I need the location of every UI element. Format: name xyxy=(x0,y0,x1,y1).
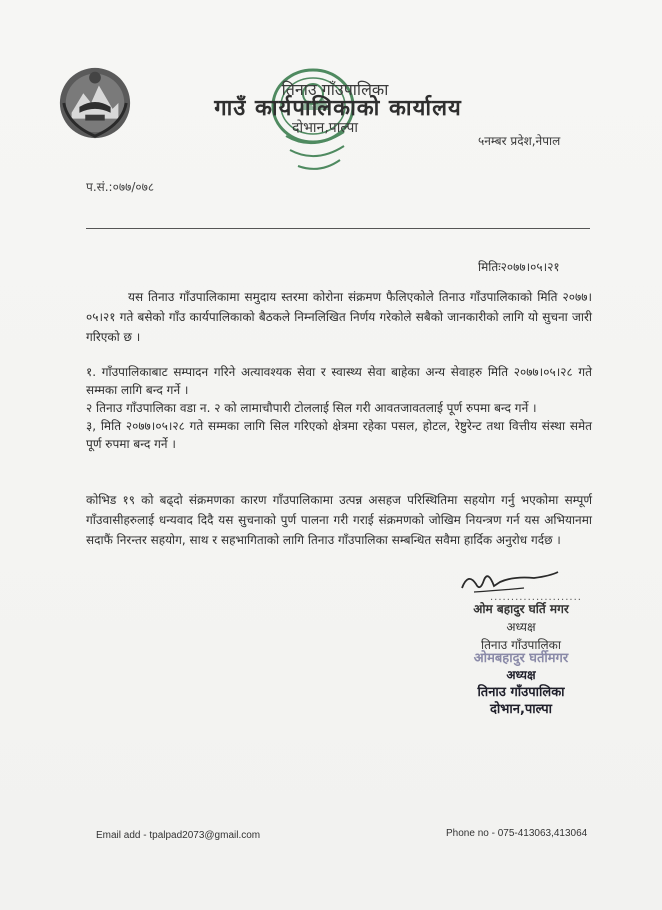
municipality-name: तिनाउ गाँउपालिका xyxy=(281,80,389,99)
decision-item: १. गाँउपालिकाबाट सम्पादन गरिने अत्यावश्यक सेवा र स्वास्थ्य सेवा बाहेका अन्य सेवाहरु मिति २०७७।०५।२८ गते सम्मका लागि बन्द गर्ने । xyxy=(86,365,592,397)
signature-line: ...................... xyxy=(490,592,582,603)
stamp-office: तिनाउ गाँउपालिका xyxy=(477,685,565,700)
nepal-emblem-icon xyxy=(56,64,134,142)
signatory-office: तिनाउ गाँउपालिका xyxy=(480,638,562,652)
office-title: गाउँ कार्यपालिकाको कार्यालय xyxy=(214,96,462,121)
decision-list xyxy=(86,363,592,453)
closing-paragraph: कोभिड १९ को बढ्दो संक्रमणका कारण गाँउपालिकामा उत्पन्न असहज परिस्थितिमा सहयोग गर्नु भएकोमा सम्पूर्ण गाँउवासीहरुलाई धन्यवाद दिदै यस सुचनाको पुर्ण पालना गरी गराई संक्रमणको जोखिम नियन्त्रण गर्न यस अभियानमा सदाफैं निरन्तर सहयोग, साथ र सहभागिताको लागि तिनाउ गाँउपालिका सम्बन्धित सवैमा हार्दिक अनुरोध गर्दछ । xyxy=(86,493,592,547)
footer-email: Email add - tpalpad2073@gmail.com xyxy=(96,830,261,841)
stamp-name: ओमबहादुर घर्तीमगर xyxy=(473,651,569,666)
office-address: दोभान,पाल्पा xyxy=(292,120,358,136)
header-divider xyxy=(86,228,590,229)
signatory-title: अध्यक्ष xyxy=(506,620,536,634)
decision-item: २ तिनाउ गाँउपालिका वडा न. २ को लामाचौपारी टोललाई सिल गरी आवतजावतलाई पूर्ण रुपमा बन्द गर्ने । xyxy=(86,401,537,415)
footer-phone: Phone no - 075-413063,413064 xyxy=(446,828,588,839)
reference-number: प.सं.:०७७/०७८ xyxy=(86,180,155,194)
intro-paragraph: यस तिनाउ गाँउपालिकामा समुदाय स्तरमा कोरोना संक्रमण फैलिएकोले तिनाउ गाँउपालिकाको मिति २०७७।०५।२१ गते बसेको गाँउ कार्यपालिकाको बैठकले निम्नलिखित निर्णय गरेकोले सबैको जानकारीको लागि यो सुचना जारी गरिएको छ । xyxy=(86,290,592,344)
province-label: ५नम्बर प्रदेश,नेपाल xyxy=(478,134,561,148)
decision-item: ३, मिति २०७७।०५।२८ गते सम्मका लागि सिल गरिएको क्षेत्रमा रहेका पसल, होटल, रेष्टुरेन्ट तथा वित्तीय संस्था समेत पूर्ण रुपमा बन्द गर्ने । xyxy=(86,419,592,451)
stamp-title: अध्यक्ष xyxy=(506,668,536,682)
letter-date: मितिः२०७७।०५।२१ xyxy=(478,260,560,274)
stamp-address: दोभान,पाल्पा xyxy=(489,702,552,717)
official-name-stamp xyxy=(446,650,596,718)
signatory-name: ओम बहादुर घर्ति मगर xyxy=(473,602,569,616)
